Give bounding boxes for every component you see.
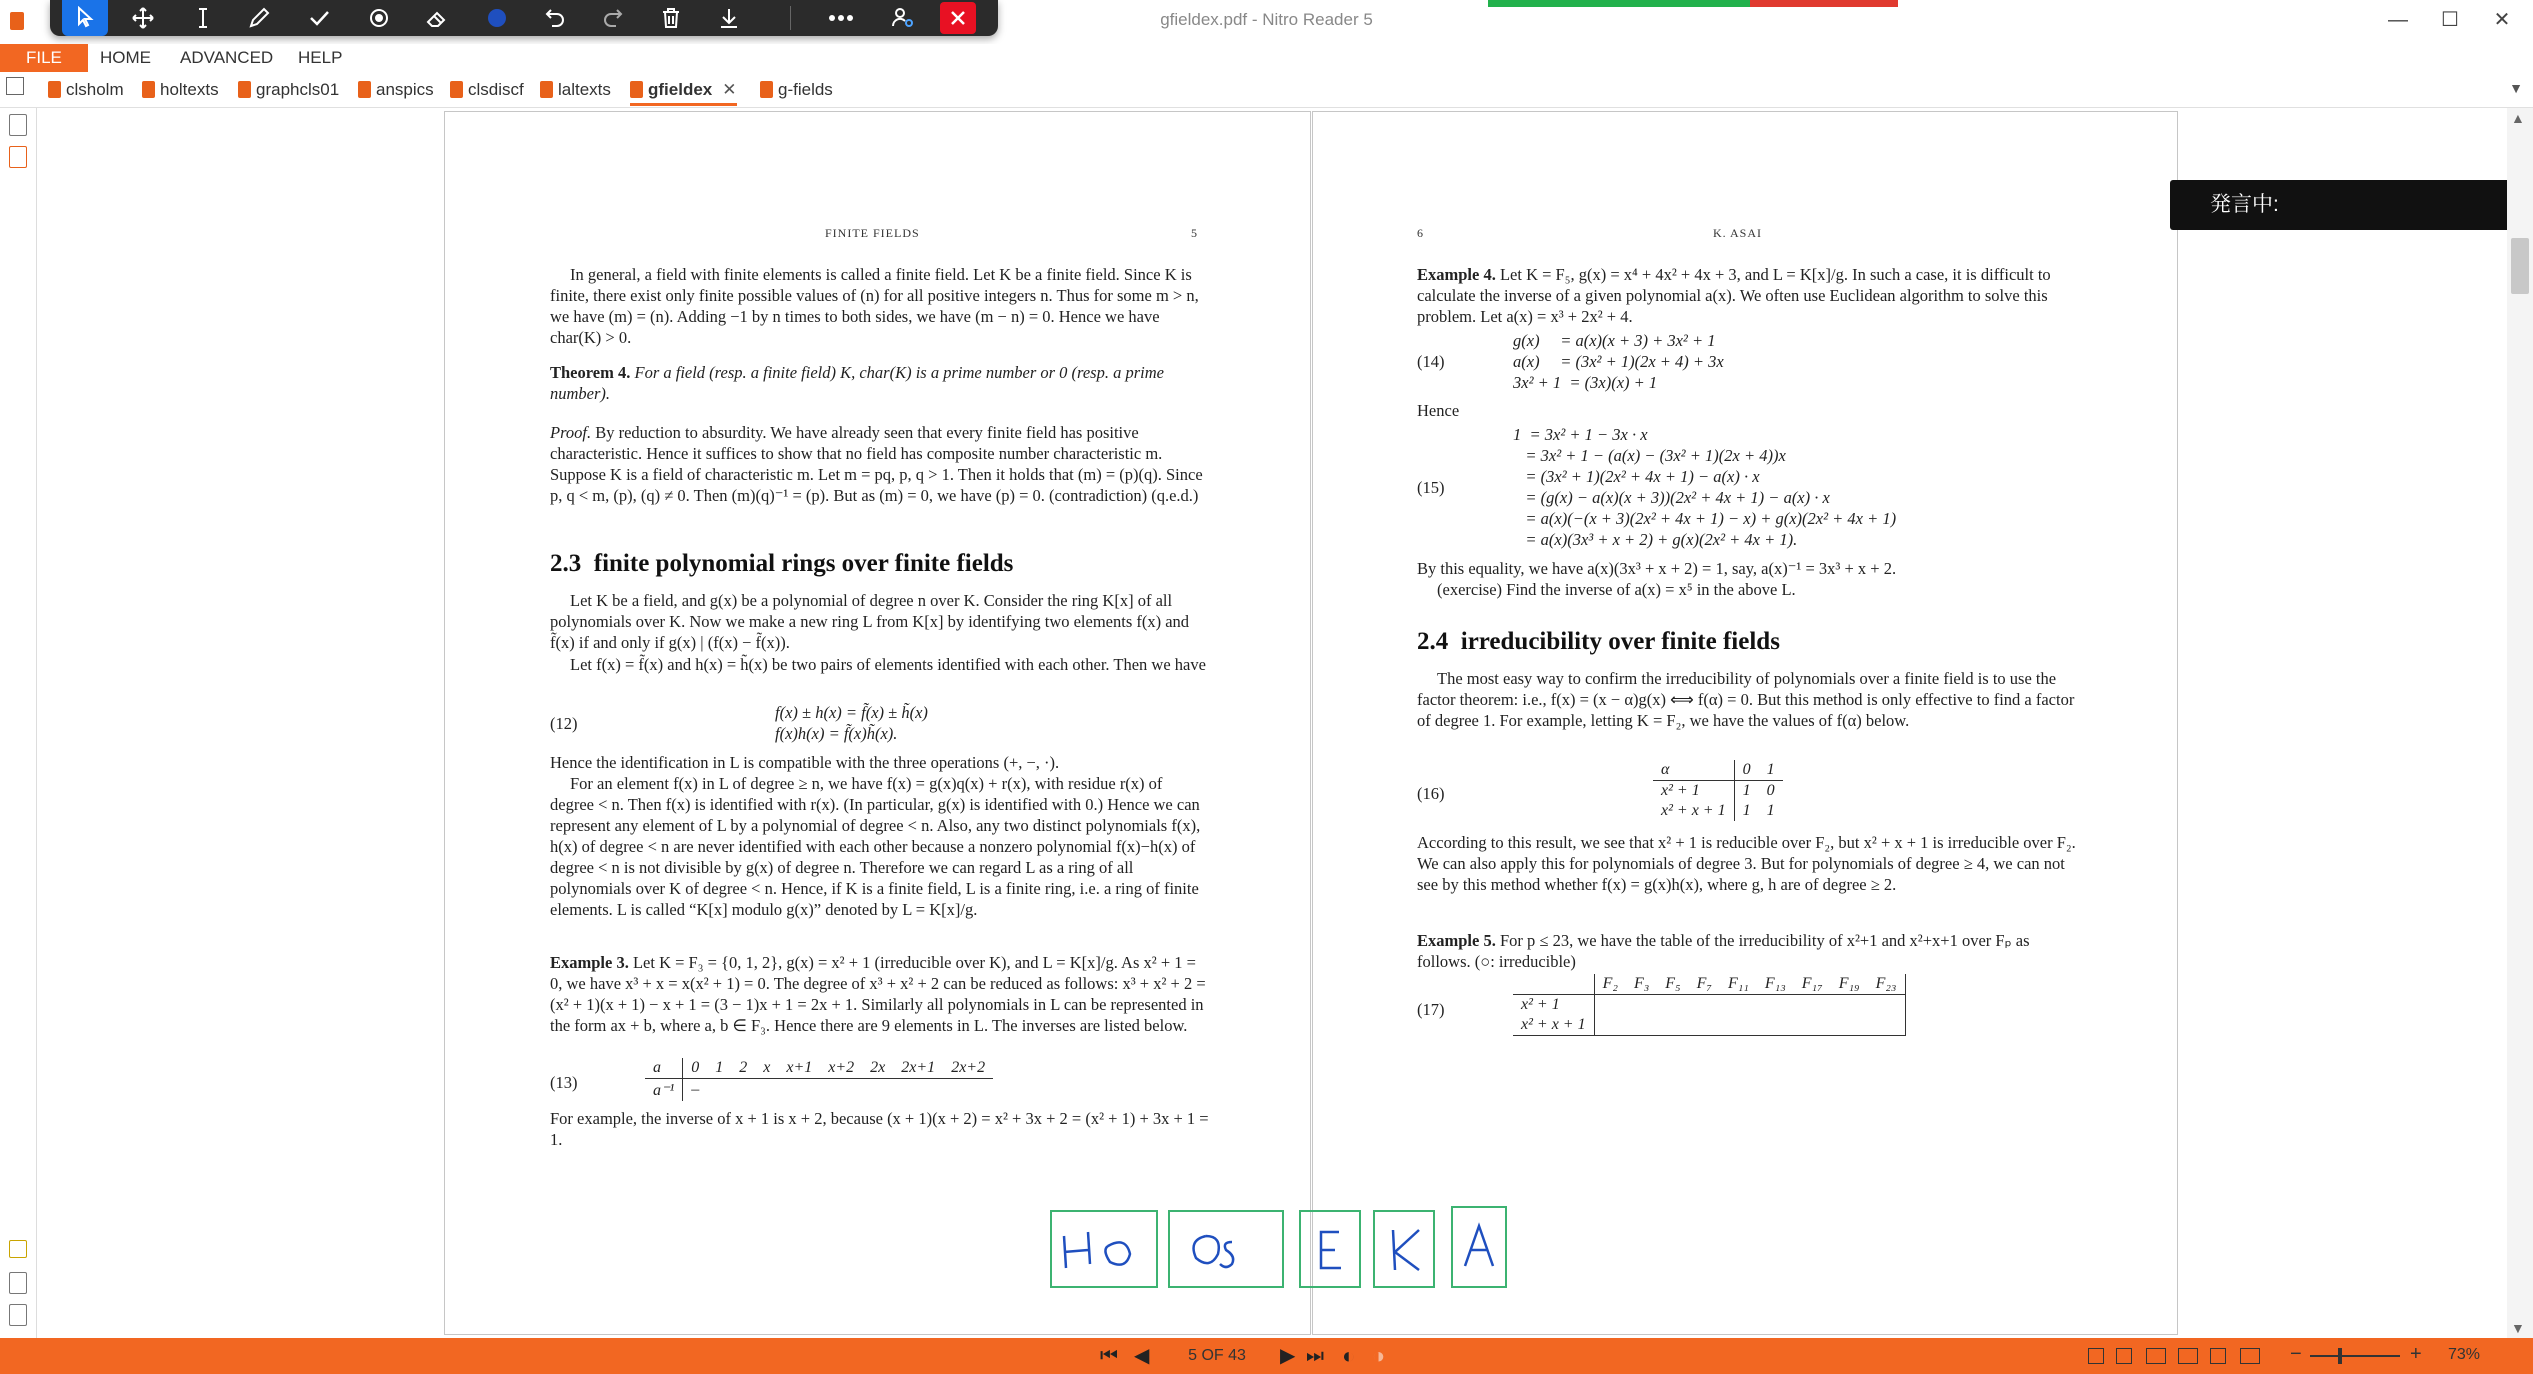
more-dots-icon — [827, 6, 855, 30]
previous-view-icon[interactable]: ◐ — [1342, 1343, 1356, 1368]
continuous-view-icon[interactable] — [2116, 1348, 2132, 1364]
zoom-level: 73% — [2448, 1346, 2481, 1363]
table-cell — [1868, 995, 1905, 1016]
move-tool-button[interactable] — [120, 0, 166, 36]
inverse-table — [645, 1058, 993, 1101]
bookmarks-panel-icon[interactable] — [9, 146, 27, 168]
menu-file[interactable]: FILE — [0, 44, 88, 72]
table-cell: 2 — [731, 1058, 755, 1079]
close-button[interactable]: ✕ — [2493, 9, 2511, 31]
paragraph: (exercise) Find the inverse of a(x) = x⁵ in the above L. — [1437, 580, 1796, 599]
handwriting-os — [1170, 1212, 1282, 1286]
text-cursor-tool-button[interactable] — [180, 0, 226, 36]
close-toolbar-button[interactable] — [940, 2, 976, 34]
equation-line: g(x) = a(x)(x + 3) + 3x² + 1 — [1513, 331, 1716, 350]
section-number: 2.3 — [550, 550, 582, 577]
tab-gfieldex[interactable] — [630, 77, 737, 106]
table-cell: x+2 — [820, 1058, 862, 1079]
equation-line: f(x)h(x) = f̃(x)h̃(x). — [775, 724, 898, 743]
table-cell: 0 — [683, 1058, 708, 1079]
next-page-icon[interactable]: ▶ — [1280, 1345, 1296, 1367]
arrow-cursor-icon — [74, 6, 96, 28]
table-cell — [1720, 995, 1757, 1016]
table-cell — [1657, 1015, 1688, 1036]
table-cell: – — [691, 1081, 700, 1098]
table-cell — [862, 1079, 893, 1102]
paragraph: According to this result, we see that x² + 1 is reducible over F₂, but x² + x + 1 is irreducible over F₂. We can also apply this for polynomials of degree 3. But for polynomials of degree ≥ 4, we can not see by this method whether f(x) = g(x)h(x), where g, h are of degree ≥ 2. — [1417, 833, 2076, 894]
tab-label: holtexts — [160, 80, 219, 99]
paragraph: In general, a field with finite elements is called a finite field. Let K be a finite field. Since K is finite, there exist only finite possible values of (n) for all positive integers n. Thus for some m > n, we have (m) = (n). Adding −1 by n times to both sides, we have (m − n) = 0. Hence we have char(K) > 0. — [550, 265, 1199, 347]
document-viewport[interactable] — [37, 108, 2507, 1338]
example-label: Example 3. — [550, 953, 629, 972]
paragraph: Let K be a field, and g(x) be a polynomial of degree n over K. Consider the ring K[x] of all polynomials over K. Now we make a new ring L from K[x] by identifying two elements f(x) and f̃(x) if and only if g(x) | (f(x) − f̃(x)). — [550, 591, 1190, 652]
attachments-panel-icon[interactable] — [9, 1272, 27, 1294]
handwriting-box[interactable] — [1373, 1210, 1435, 1288]
equation-number: (14) — [1417, 352, 1445, 371]
tab-label: graphcls01 — [256, 80, 340, 99]
table-cell — [1513, 974, 1594, 995]
example — [1417, 264, 2077, 327]
section-title: finite polynomial rings over finite fields — [593, 550, 1014, 577]
example — [1417, 930, 2077, 972]
table-row — [1653, 781, 1783, 802]
values-table — [1653, 760, 1783, 821]
fit-page-icon[interactable] — [2210, 1348, 2226, 1364]
equation-line: a(x) = (3x² + 1)(2x + 4) + 3x — [1513, 352, 1724, 371]
pen-toolbar — [50, 0, 998, 36]
table-cell: 1 — [1742, 802, 1751, 819]
more-options-button[interactable] — [818, 0, 864, 36]
person-settings-icon — [891, 6, 915, 30]
paragraph: The most easy way to confirm the irreducibility of polynomials over a finite field is to use the factor theorem: i.e., f(x) = (x − α)g(x) ⟺ f(α) = 0. But this method is only effective to find a factor of degree 1. For example, letting K = F₂, we have the values of f(α) below. — [1417, 669, 2075, 730]
example-text: Let K = F₅, g(x) = x⁴ + 4x² + 4x + 3, and L = K[x]/g. In such a case, it is difficult to calculate the inverse of a given polynomial a(x). We often use Euclidean algorithm to solve this problem. Let a(x) = x³ + 2x² + 4. — [1417, 265, 2051, 326]
table-cell: 0 — [1766, 782, 1775, 799]
table-cell: x² + 1 — [1513, 995, 1594, 1016]
window-title: gfieldex.pdf - Nitro Reader 5 — [1160, 10, 1373, 29]
paragraph: By this equality, we have a(x)(3x³ + x + 2) = 1, say, a(x)⁻¹ = 3x³ + x + 2. — [1417, 559, 1897, 578]
table-cell — [1831, 995, 1868, 1016]
single-page-view-icon[interactable] — [2088, 1348, 2104, 1364]
table-cell: x² + 1 — [1653, 781, 1734, 802]
table-cell — [1689, 1015, 1720, 1036]
example-text: Let K = F₃ = {0, 1, 2}, g(x) = x² + 1 (irreducible over K), and L = K[x]/g. As x² + 1 = 0, we have x³ + x = x(x² + 1) = 0. The degree of x³ + x² + 2 can be reduced as follows: x³ + x² + 2 = (x² + 1)(x + 1) − x + 1 = (3 − 1)x + 1 = 2x + 1. Similarly all polynomials in L can be represented in the form ax + b, where a, b ∈ F₃. Hence there are 9 elements in L. The inverses are listed below. — [550, 953, 1206, 1035]
table-cell: 2x+1 — [893, 1058, 943, 1079]
close-icon — [948, 8, 968, 28]
table-cell: x² + x + 1 — [1653, 801, 1734, 821]
table-row — [645, 1058, 993, 1079]
table-row — [645, 1079, 993, 1102]
tab-label: anspics — [376, 80, 434, 99]
stamp-tool-button[interactable] — [356, 0, 402, 36]
table-cell: α — [1653, 760, 1734, 781]
theorem-text: For a field (resp. a finite field) K, char(K) is a prime number or 0 (resp. a prime number). — [550, 363, 1164, 403]
table-cell — [820, 1079, 862, 1102]
zoom-slider-thumb[interactable] — [2338, 1348, 2342, 1364]
tab-clsholm[interactable] — [48, 77, 124, 103]
handwriting-box[interactable] — [1168, 1210, 1284, 1288]
hence-label: Hence — [1417, 401, 1460, 420]
table-cell — [731, 1079, 755, 1102]
pen-tool-button[interactable] — [236, 0, 282, 36]
inverse-table-grid — [645, 1058, 993, 1101]
trash-icon — [659, 6, 683, 30]
page-number: 6 — [1417, 226, 1424, 240]
tab-label: laltexts — [558, 80, 611, 99]
table-cell — [707, 1079, 731, 1102]
table-row — [1653, 760, 1783, 781]
pdf-file-icon — [630, 81, 643, 98]
zoom-slider[interactable] — [2310, 1355, 2400, 1357]
table-cell — [1831, 1015, 1868, 1036]
output-panel-icon[interactable] — [9, 1304, 27, 1326]
pdf-page-6 — [1312, 111, 2178, 1335]
paragraph: Hence the identification in L is compatible with the three operations (+, −, ·). — [550, 753, 1060, 772]
table-cell: x — [755, 1058, 778, 1079]
equation-line: f(x) ± h(x) = f̃(x) ± h̃(x) — [775, 703, 928, 722]
check-icon — [307, 6, 331, 30]
table-row — [1653, 801, 1783, 821]
tab-g-fields[interactable] — [760, 77, 833, 103]
table-cell: 0 — [1734, 760, 1759, 781]
document-tab-bar — [0, 72, 2533, 109]
example-label: Example 4. — [1417, 265, 1496, 284]
stamp-icon — [367, 6, 391, 30]
equation-line: 3x² + 1 = (3x)(x) + 1 — [1513, 373, 1658, 392]
next-view-icon[interactable]: ◑ — [1372, 1343, 1386, 1368]
toolbar-divider — [790, 6, 791, 30]
table-cell: x² + x + 1 — [1513, 1015, 1594, 1036]
tab-holtexts[interactable] — [142, 77, 219, 103]
progress-bar-green — [1488, 0, 1750, 7]
table-cell — [893, 1079, 943, 1102]
tab-close-icon[interactable]: ✕ — [722, 80, 737, 99]
table-cell: a⁻¹ — [645, 1079, 683, 1102]
table-cell — [1594, 1015, 1626, 1036]
table-cell — [1720, 1015, 1757, 1036]
page-number: 5 — [1191, 226, 1198, 240]
handwriting-k — [1375, 1212, 1433, 1286]
speaking-indicator: 発言中: — [2170, 180, 2514, 230]
page-number-field[interactable]: 5 OF 43 — [1188, 1347, 1246, 1364]
text-cursor-icon — [192, 6, 214, 30]
first-page-icon[interactable]: ⏮ — [1100, 1345, 1118, 1367]
pdf-file-icon — [358, 81, 371, 98]
delete-button[interactable] — [648, 0, 694, 36]
previous-page-icon[interactable]: ◀ — [1134, 1345, 1150, 1367]
section-title: irreducibility over finite fields — [1460, 628, 1780, 655]
undo-button[interactable] — [532, 0, 578, 36]
paragraph: For example, the inverse of x + 1 is x + 2, because (x + 1)(x + 2) = x² + 3x + 2 = (x² + 1) + 3x + 1 = 1. — [550, 1109, 1209, 1149]
table-cell: F₁₁ — [1720, 974, 1757, 995]
table-cell: x+1 — [778, 1058, 820, 1079]
panel-icon — [6, 77, 24, 95]
tab-laltexts[interactable] — [540, 77, 611, 103]
pdf-file-icon — [238, 81, 251, 98]
select-tool-button[interactable] — [62, 0, 108, 36]
table-row — [1513, 1015, 1905, 1036]
section-heading — [550, 550, 1013, 578]
pdf-file-icon — [48, 81, 61, 98]
proof-text: By reduction to absurdity. We have already seen that every finite field has positive characteristic. Hence it suffices to show that no field has composite number characteristic m. Suppose K is a field of characteristic m. Let m = pq, p, q > 1. Then it holds that (m) = (p)(q). Since p, q < m, (p), (q) ≠ 0. Then (m)(q)⁻¹ = (p). But as (m) = 0, we have (p) = 0. (contradiction) (q.e.d.) — [550, 423, 1203, 505]
table-cell: F₂ — [1594, 974, 1626, 995]
status-bar — [0, 1338, 2533, 1374]
section-heading — [1417, 628, 1780, 656]
eraser-tool-button[interactable] — [414, 0, 460, 36]
tab-panel-toggle[interactable] — [6, 77, 24, 103]
pen-icon — [247, 6, 271, 30]
table-row — [1513, 995, 1905, 1016]
table-cell — [1794, 995, 1831, 1016]
pdf-file-icon — [540, 81, 553, 98]
running-head: FINITE FIELDS — [825, 226, 920, 240]
handwriting-box[interactable] — [1451, 1206, 1507, 1288]
theorem — [550, 362, 1210, 404]
handwriting-e — [1301, 1212, 1359, 1286]
tab-label: g-fields — [778, 80, 833, 99]
equation-number: (16) — [1417, 784, 1445, 803]
progress-bar-red — [1750, 0, 1898, 7]
section-number: 2.4 — [1417, 628, 1449, 655]
table-cell — [1757, 995, 1794, 1016]
example — [550, 952, 1210, 1036]
move-icon — [131, 6, 155, 30]
table-cell: 2x — [862, 1058, 893, 1079]
theorem-label: Theorem 4. — [550, 363, 631, 382]
last-page-icon[interactable]: ⏭ — [1306, 1345, 1324, 1367]
equation-line: = (3x² + 1)(2x² + 4x + 1) − a(x) · x — [1513, 467, 1760, 486]
table-cell: 1 — [1742, 782, 1751, 799]
tab-clsdiscf[interactable] — [450, 77, 524, 103]
menu-advanced[interactable]: ADVANCED — [180, 48, 274, 67]
table-cell: F₃ — [1626, 974, 1657, 995]
handwriting-ho — [1052, 1212, 1156, 1286]
table-cell — [1657, 995, 1688, 1016]
scrollbar-thumb[interactable] — [2511, 238, 2529, 294]
table-cell: a — [645, 1058, 683, 1079]
download-icon — [717, 6, 741, 30]
equation-number: (15) — [1417, 478, 1445, 497]
menu-help[interactable]: HELP — [298, 48, 343, 67]
running-head: K. ASAI — [1713, 226, 1763, 240]
tab-list-chevron-icon[interactable]: ▼ — [2509, 80, 2523, 96]
equation-line: = a(x)(3x³ + x + 2) + g(x)(2x² + 4x + 1). — [1513, 530, 1798, 549]
equation-line: 1 = 3x² + 1 − 3x · x — [1513, 425, 1648, 444]
table-cell: F₇ — [1689, 974, 1720, 995]
values-table-grid — [1653, 760, 1783, 821]
settings-button[interactable] — [880, 0, 926, 36]
table-cell — [1868, 1015, 1905, 1036]
comments-panel-icon[interactable] — [9, 1240, 27, 1258]
tab-label: clsholm — [66, 80, 124, 99]
check-tool-button[interactable] — [296, 0, 342, 36]
menu-home[interactable]: HOME — [100, 48, 151, 67]
table-cell: F₅ — [1657, 974, 1688, 995]
equation-number: (17) — [1417, 1000, 1445, 1019]
handwriting-box[interactable] — [1299, 1210, 1361, 1288]
color-picker-button[interactable] — [474, 0, 520, 36]
irreducibility-table-grid — [1513, 974, 1906, 1036]
table-cell: 1 — [707, 1058, 731, 1079]
download-button[interactable] — [706, 0, 752, 36]
equation-number: (12) — [550, 714, 578, 733]
example-text: For p ≤ 23, we have the table of the irreducibility of x²+1 and x²+x+1 over Fₚ as follows. (○: irreducible) — [1417, 931, 2030, 971]
table-row — [1513, 974, 1905, 995]
tab-label: gfieldex — [648, 80, 713, 99]
table-cell — [943, 1079, 993, 1102]
pages-panel-icon[interactable] — [9, 114, 27, 136]
redo-icon — [601, 6, 625, 30]
left-side-panel — [0, 108, 37, 1338]
table-cell — [1689, 995, 1720, 1016]
table-cell — [1594, 995, 1626, 1016]
table-cell — [1757, 1015, 1794, 1036]
proof — [550, 422, 1210, 506]
table-cell: F₂₃ — [1868, 974, 1905, 995]
equation-line: = a(x)(−(x + 3)(2x² + 4x + 1) − x) + g(x)(2x² + 4x + 1) — [1513, 509, 1897, 528]
equation-number: (13) — [550, 1073, 578, 1092]
paragraph: For an element f(x) in L of degree ≥ n, we have f(x) = g(x)q(x) + r(x), with residue r(x) of degree < n. Then f(x) is identified with r(x). (In particular, g(x) is identified with 0.) Hence we can represent any element of L by a polynomial of degree < n. Also, any two distinct polynomials f(x), h(x) of degree < n are never identified with each other because a nonzero polynomial f(x)−h(x) of degree < n is not divisible by g(x) of degree n. Therefore we can regard L as a ring of all polynomials over K of degree < n. Hence, if K is a finite field, L is a finite ring, i.e. a ring of finite elements. L is called “K[x] modulo g(x)” denoted by L = K[x]/g. — [550, 774, 1201, 919]
proof-label: Proof. — [550, 423, 592, 442]
vertical-scrollbar[interactable] — [2507, 108, 2533, 1338]
scroll-down-icon[interactable]: ▼ — [2511, 1320, 2525, 1336]
paragraph: Let f(x) = f̃(x) and h(x) = h̃(x) be two pairs of elements identified with each other. Then we have — [570, 655, 1206, 674]
tab-anspics[interactable] — [358, 77, 434, 103]
pdf-page-5 — [444, 111, 1311, 1335]
fit-width-icon[interactable] — [2240, 1348, 2260, 1364]
pdf-file-icon — [142, 81, 155, 98]
undo-icon — [543, 6, 567, 30]
table-cell — [1626, 1015, 1657, 1036]
table-cell — [1794, 1015, 1831, 1036]
table-cell: F₁₇ — [1794, 974, 1831, 995]
table-cell: 1 — [1759, 760, 1783, 781]
table-cell: F₁₃ — [1757, 974, 1794, 995]
table-cell — [1626, 995, 1657, 1016]
table-cell — [778, 1079, 820, 1102]
facing-continuous-view-icon[interactable] — [2178, 1348, 2198, 1364]
maximize-button[interactable]: ☐ — [2441, 9, 2459, 31]
handwriting-box[interactable] — [1050, 1210, 1158, 1288]
zoom-in-button[interactable]: + — [2410, 1343, 2422, 1365]
facing-view-icon[interactable] — [2146, 1348, 2166, 1364]
color-dot-icon — [485, 6, 509, 30]
example-label: Example 5. — [1417, 931, 1496, 950]
minimize-button[interactable]: — — [2388, 9, 2408, 31]
eraser-icon — [425, 6, 449, 30]
redo-button[interactable] — [590, 0, 636, 36]
table-cell: 2x+2 — [943, 1058, 993, 1079]
table-cell: 1 — [1766, 802, 1775, 819]
table-cell: F₁₉ — [1831, 974, 1868, 995]
tab-label: clsdiscf — [468, 80, 524, 99]
irreducibility-table — [1513, 974, 1906, 1036]
scroll-up-icon[interactable]: ▲ — [2511, 110, 2525, 126]
pdf-file-icon — [760, 81, 773, 98]
pdf-file-icon — [450, 81, 463, 98]
tab-graphcls01[interactable] — [238, 77, 339, 103]
equation-line: = 3x² + 1 − (a(x) − (3x² + 1)(2x + 4))x — [1513, 446, 1786, 465]
equation-line: = (g(x) − a(x)(x + 3))(2x² + 4x + 1) − a(x) · x — [1513, 488, 1830, 507]
zoom-out-button[interactable]: − — [2290, 1343, 2302, 1365]
handwriting-a — [1453, 1208, 1505, 1286]
menu-bar — [0, 44, 2533, 72]
table-cell — [755, 1079, 778, 1102]
